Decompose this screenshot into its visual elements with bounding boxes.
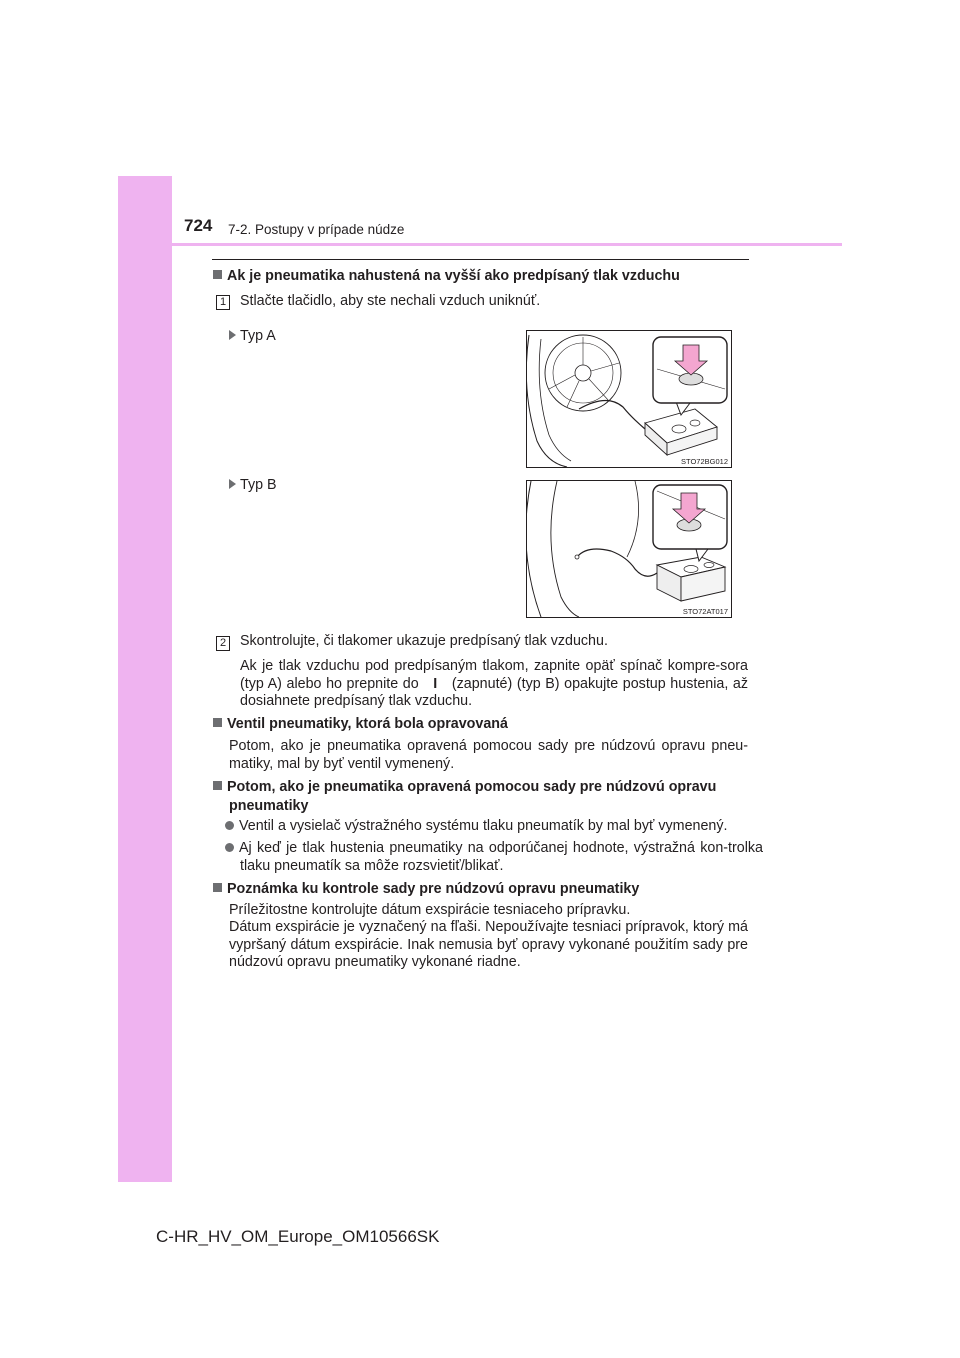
triangle-bullet-icon (229, 330, 236, 340)
type-a-label: Typ A (229, 328, 276, 344)
page-number: 724 (184, 216, 213, 235)
square-bullet-icon (213, 883, 222, 892)
document-code: C-HR_HV_OM_Europe_OM10566SK (156, 1227, 440, 1246)
on-symbol-icon: I (433, 675, 438, 692)
side-color-band (118, 176, 172, 1182)
triangle-bullet-icon (229, 479, 236, 489)
tire-compressor-illustration-a (527, 331, 731, 467)
figure-a-code: STO72BG012 (681, 457, 728, 466)
tire-compressor-illustration-b (527, 481, 731, 617)
step-2-detail: Ak je tlak vzduchu pod predpísaným tlakom, zapnite opäť spínač kompre-sora (typ A) alebo ho prepnite do I (zapnuté) (typ B) opakujte postup hustenia, až dosiahnete predpísaný tlak vzduchu. (240, 658, 748, 709)
kit-check-text: Dátum exspirácie je vyznačený na fľaši. Nepoužívajte tesniaci prípravok, ktorý má vypršaný dátum exspirácie. Inak nemusia byť opravy vykonané použitím sady pre núdzovú opravu pneumatiky vykonané riadne. (229, 919, 748, 970)
section-heading-after-repair: Potom, ako je pneumatika opravená pomocou sady pre núdzovú opravu pneumatiky (213, 778, 764, 816)
step-number-2: 2 (216, 636, 230, 651)
square-bullet-icon (213, 781, 222, 790)
section-divider (212, 259, 749, 260)
bullet-item-2: Aj keď je tlak hustenia pneumatiky na odporúčanej hodnote, výstražná kon-trolka tlaku pneumatík sa môže rozsvietiť/blikať. (225, 840, 763, 875)
square-bullet-icon (213, 718, 222, 727)
step-2-text: Skontrolujte, či tlakomer ukazuje predpísaný tlak vzduchu. (240, 633, 608, 649)
circle-bullet-icon (225, 843, 234, 852)
circle-bullet-icon (225, 821, 234, 830)
section-heading-kit-check: Poznámka ku kontrole sady pre núdzovú opravu pneumatiky (213, 880, 748, 899)
bullet-item-1: Ventil a vysielač výstražného systému tlaku pneumatík by mal byť vymenený. (225, 818, 763, 836)
chapter-title: 7-2. Postupy v prípade núdze (228, 222, 405, 237)
figure-type-a (526, 330, 732, 468)
square-bullet-icon (213, 270, 222, 279)
step-1-text: Stlačte tlačidlo, aby ste nechali vzduch uniknúť. (240, 293, 541, 309)
step-number-1: 1 (216, 295, 230, 310)
section-heading-overinflated: Ak je pneumatika nahustená na vyšší ako predpísaný tlak vzduchu (213, 267, 748, 286)
figure-type-b (526, 480, 732, 618)
figure-b-code: STO72AT017 (682, 607, 728, 616)
valve-text: Potom, ako je pneumatika opravená pomocou sady pre núdzovú opravu pneu-matiky, mal by byť ventil vymenený. (229, 738, 748, 772)
section-heading-valve: Ventil pneumatiky, ktorá bola opravovaná (213, 715, 748, 734)
type-b-label: Typ B (229, 477, 277, 493)
header-accent-line (172, 243, 842, 246)
kit-check-line-1: Príležitostne kontrolujte dátum exspirácie tesniaceho prípravku. (229, 902, 631, 918)
